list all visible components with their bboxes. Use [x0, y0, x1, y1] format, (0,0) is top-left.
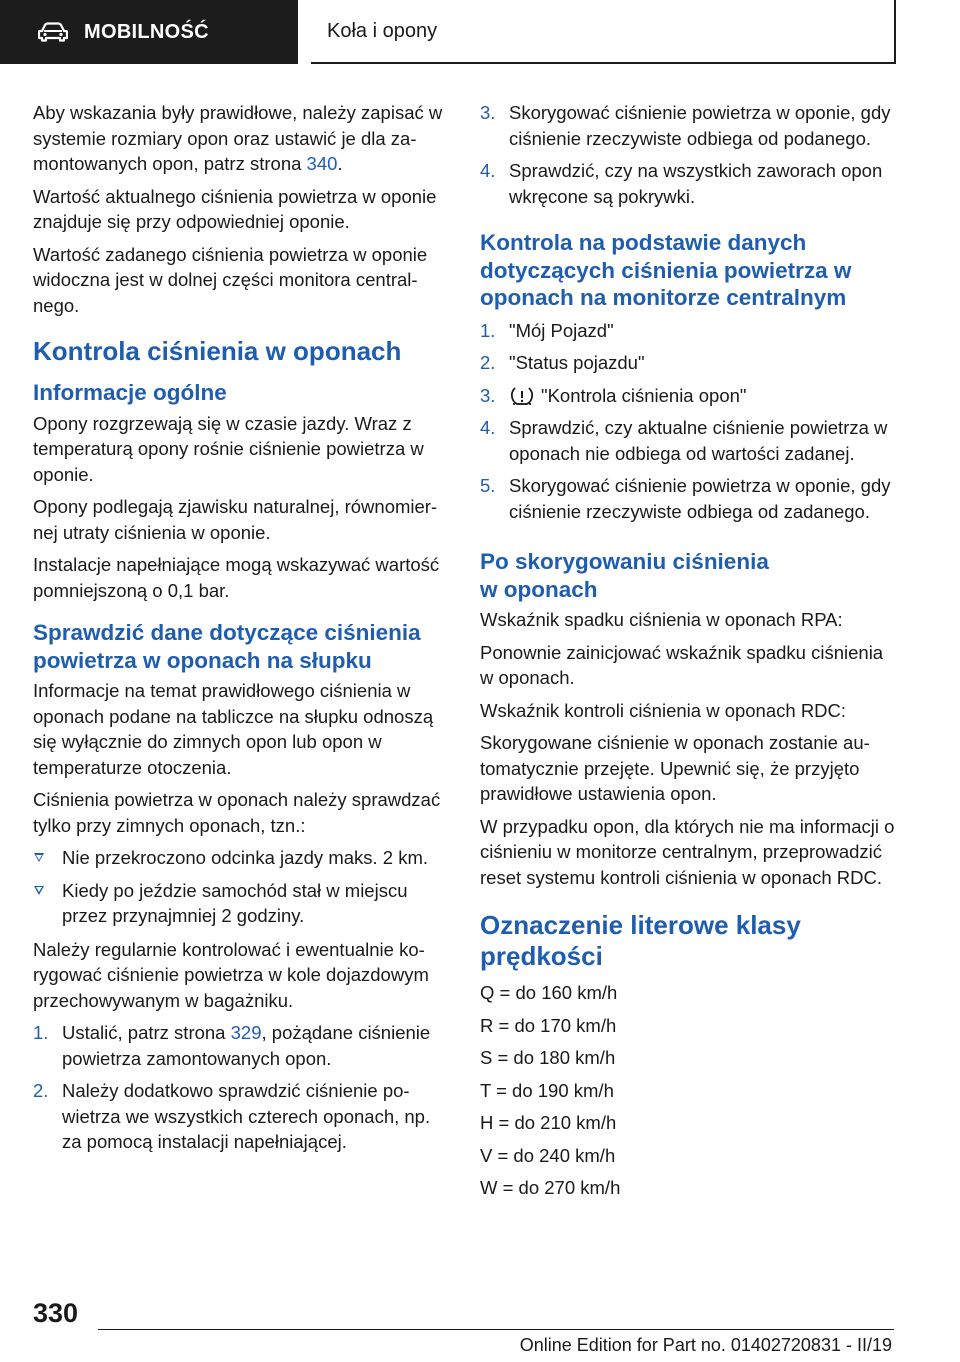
after-paragraph-4: Skorygowane ciśnienie w oponach zostanie automatycznie przejęte. Upewnić się, że przyjęto prawidłowe ustawienia opon. — [480, 732, 870, 804]
general-paragraph-1: Opony rozgrzewają się w czasie jazdy. Wraz z temperaturą opony rośnie ciśnienie powietrza w oponie. — [33, 412, 424, 485]
intro-paragraph-1: Aby wskazania były prawidłowe, należy zapisać w systemie rozmiary opon oraz ustawić je dla zamontowanych opon, patrz strona 340. — [33, 102, 443, 174]
list-item: 5. Skorygować ciśnienie powietrza w oponie, gdy ciśnienie rzeczywiste odbiega od zadanego. — [480, 475, 891, 522]
after-correction-heading: Po skorygowaniu ciśnienia w oponach — [480, 549, 769, 602]
pillar-steps-list — [33, 1020, 449, 1155]
footer-divider — [98, 1329, 894, 1330]
cold-tyre-conditions-list — [33, 845, 449, 929]
chapter-header — [311, 0, 896, 64]
list-item: 4. Sprawdzić, czy aktualne ciśnienie powietrza w oponach nie odbiega od wartości zadanej. — [480, 417, 888, 464]
triangle-bullet-icon — [34, 853, 44, 862]
tyre-pressure-warning-icon — [509, 386, 535, 406]
after-paragraph-5: W przypadku opon, dla których nie ma informacji o ciśnieniu w monitorze centralnym, przeprowadzić reset systemu kontroli ciśnienia w oponach RDC. — [480, 815, 895, 888]
list-item: Nie przekroczono odcinka jazdy maks. 2 km. — [33, 845, 449, 871]
after-paragraph-2: Ponownie zainicjować wskaźnik spadku ciśnienia w oponach. — [480, 641, 884, 688]
pillar-paragraph-3: Należy regularnie kontrolować i ewentualnie korygować ciśnienie powietrza w kole dojazdowym przechowywanym w bagażniku. — [33, 938, 429, 1011]
pillar-steps-continued-list — [480, 100, 896, 209]
general-heading: Informacje ogólne — [33, 380, 227, 405]
list-item: 3. "Kontrola ciśnienia opon" — [480, 384, 747, 406]
list-item: 1. Ustalić, patrz strona 329, pożądane ciśnienie powietrza zamontowanych opon. — [33, 1022, 431, 1069]
speed-row: V = do 240 km/h — [480, 1144, 616, 1166]
list-item: 4. Sprawdzić, czy na wszystkich zaworach opon wkręcone są pokrywki. — [480, 160, 883, 207]
intro-paragraph-3: Wartość zadanego ciśnienia powietrza w oponie widoczna jest w dolnej części monitora centralnego. — [33, 243, 428, 316]
speed-row: H = do 210 km/h — [480, 1112, 617, 1133]
pillar-paragraph-2: Ciśnienia powietrza w oponach należy sprawdzać tylko przy zimnych oponach, tzn.: — [33, 789, 441, 836]
list-item: 2. Należy dodatkowo sprawdzić ciśnienie powietrza we wszystkich czterech oponach, np. za pomocą instalacji napełniającej. — [33, 1080, 431, 1152]
section-tab — [0, 0, 298, 64]
speed-row: S = do 180 km/h — [480, 1047, 616, 1068]
page-number: 330 — [33, 1298, 79, 1328]
section-title: MOBILNOŚĆ — [84, 20, 209, 43]
speed-row: Q = do 160 km/h — [480, 982, 618, 1003]
monitor-heading: Kontrola na podstawie danych dotyczących ciśnienia powietrza w oponach na monitorze centralnym — [480, 230, 852, 310]
speed-row: T = do 190 km/h — [480, 1079, 614, 1101]
car-icon — [38, 22, 68, 42]
list-item: 1. "Mój Pojazd" — [480, 319, 614, 341]
list-item: Kiedy po jeździe samochód stał w miejscu przez przynajmniej 2 godziny. — [33, 878, 449, 929]
speed-row: R = do 170 km/h — [480, 1014, 617, 1036]
after-paragraph-1: Wskaźnik spadku ciśnienia w oponach RPA: — [480, 609, 843, 630]
general-paragraph-3: Instalacje napełniające mogą wskazywać wartość pomniejszoną o 0,1 bar. — [33, 554, 440, 601]
left-column — [33, 100, 449, 1163]
list-item: 2. "Status pojazdu" — [480, 352, 645, 373]
right-column — [480, 100, 896, 1208]
pillar-heading: Sprawdzić dane dotyczące ciśnienia powietrza w oponach na słupku — [33, 620, 421, 673]
triangle-bullet-icon — [34, 886, 44, 895]
intro-paragraph-2: Wartość aktualnego ciśnienia powietrza w oponie znajduje się przy odpowiedniej oponie. — [33, 185, 437, 232]
main-heading: Kontrola ciśnienia w oponach — [33, 336, 402, 366]
general-paragraph-2: Opony podlegają zjawisku naturalnej, równomiernej utraty ciśnienia w oponie. — [33, 496, 438, 543]
edition-info: Online Edition for Part no. 01402720831 - II/19 — [519, 1335, 892, 1355]
list-item: 3. Skorygować ciśnienie powietrza w oponie, gdy ciśnienie rzeczywiste odbiega od podanego. — [480, 102, 891, 149]
speed-class-heading: Oznaczenie literowe klasy prędkości — [480, 910, 801, 971]
page-link-340[interactable]: 340 — [306, 153, 338, 174]
page-link-329[interactable]: 329 — [230, 1022, 262, 1043]
speed-row: W = do 270 km/h — [480, 1177, 621, 1198]
pillar-paragraph-1: Informacje na temat prawidłowego ciśnienia w oponach podane na tabliczce na słupku odnoszą się wyłącznie do zimnych opon lub opon w temperaturze otoczenia. — [33, 680, 434, 778]
after-paragraph-3: Wskaźnik kontroli ciśnienia w oponach RDC: — [480, 699, 847, 721]
chapter-title: Koła i opony — [327, 19, 438, 42]
monitor-steps-list — [480, 318, 896, 525]
